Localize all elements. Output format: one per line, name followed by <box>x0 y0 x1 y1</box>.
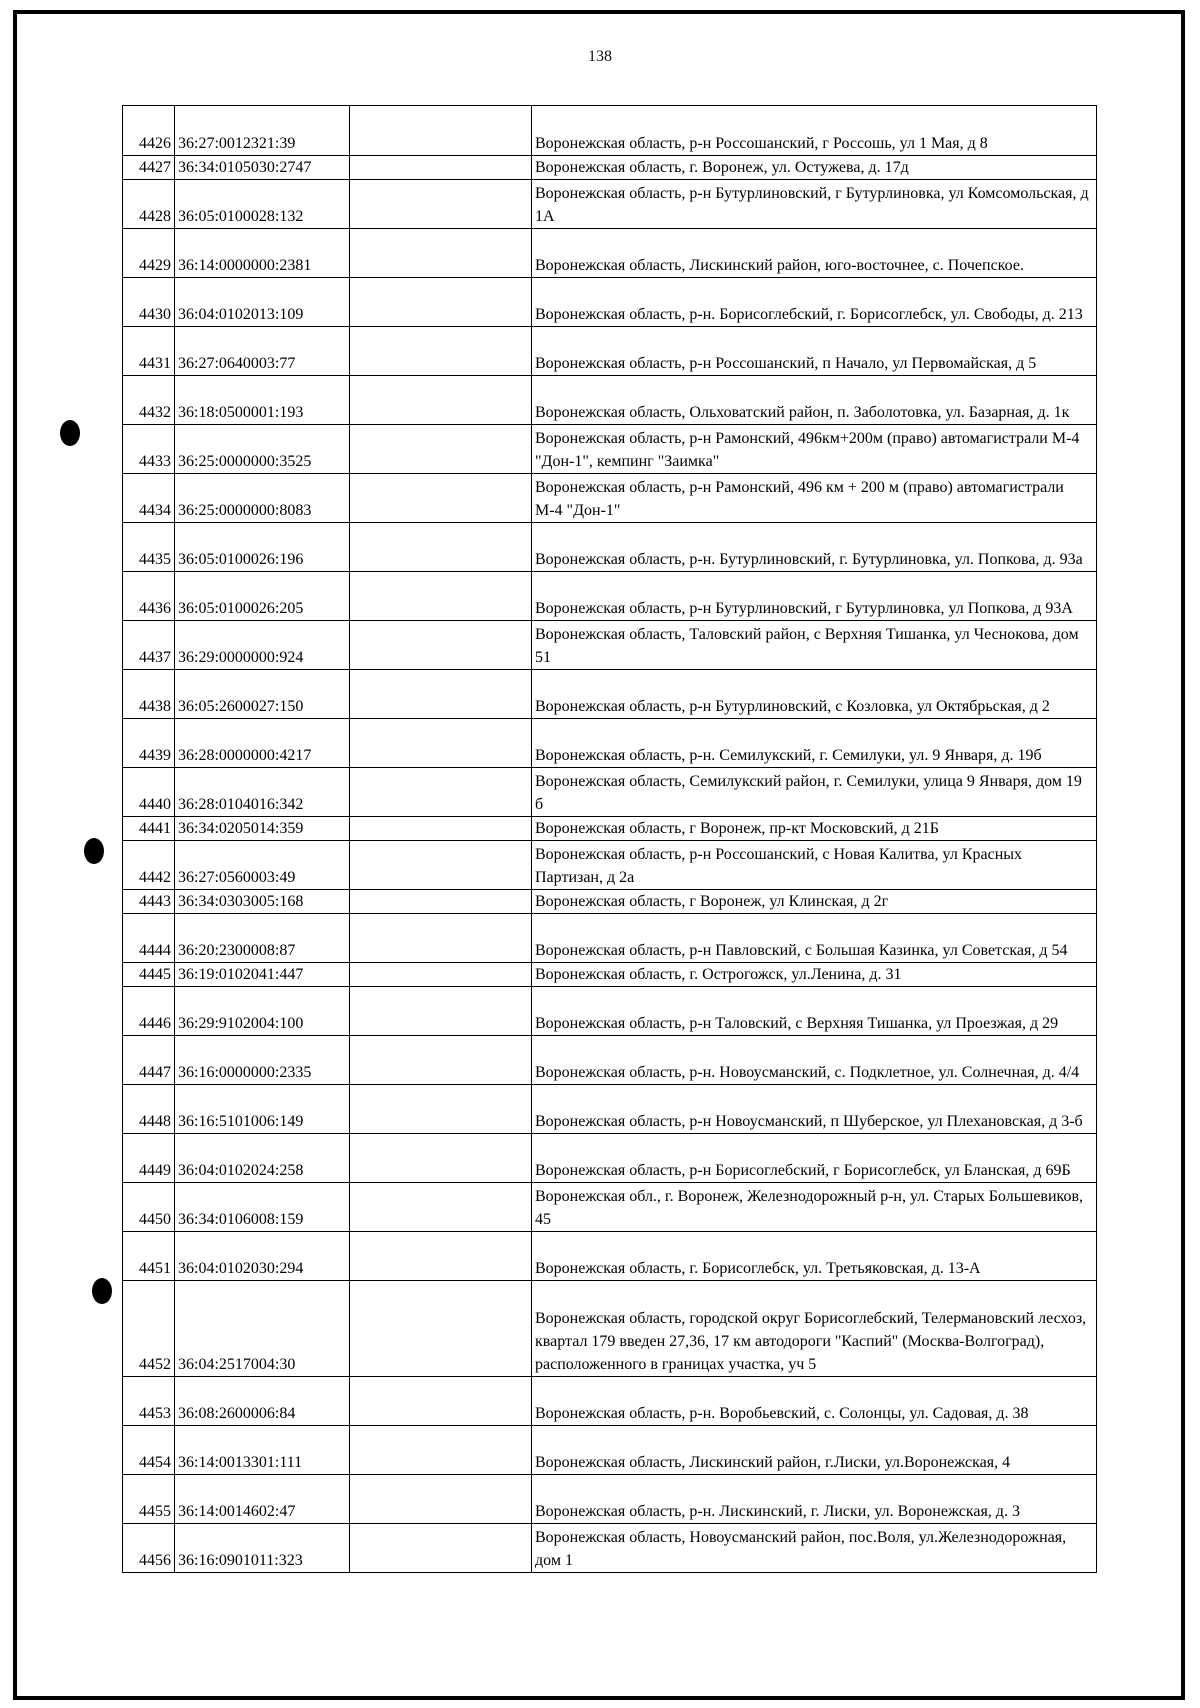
table-row <box>123 841 1097 890</box>
empty-cell <box>350 180 532 229</box>
cadastral-number: 36:04:0102030:294 <box>175 1232 350 1281</box>
punch-hole <box>60 420 80 446</box>
address: Воронежская область, р-н Бутурлиновский, г Бутурлиновка, ул Попкова, д 93А <box>532 572 1097 621</box>
row-number: 4450 <box>123 1183 175 1232</box>
address: Воронежская область, р-н. Лискинский, г. Лиски, ул. Воронежская, д. 3 <box>532 1475 1097 1524</box>
table-row <box>123 278 1097 327</box>
address: Воронежская область, р-н. Новоусманский, с. Подклетное, ул. Солнечная, д. 4/4 <box>532 1036 1097 1085</box>
cadastral-number: 36:27:0640003:77 <box>175 327 350 376</box>
address: Воронежская область, р-н Таловский, с Верхняя Тишанка, ул Проезжая, д 29 <box>532 987 1097 1036</box>
address: Воронежская область, Ольховатский район, п. Заболотовка, ул. Базарная, д. 1к <box>532 376 1097 425</box>
row-number: 4446 <box>123 987 175 1036</box>
empty-cell <box>350 572 532 621</box>
empty-cell <box>350 106 532 156</box>
address: Воронежская область, Новоусманский район, пос.Воля, ул.Железнодорожная, дом 1 <box>532 1524 1097 1573</box>
empty-cell <box>350 1134 532 1183</box>
row-number: 4453 <box>123 1377 175 1426</box>
empty-cell <box>350 1377 532 1426</box>
address: Воронежская область, Семилукский район, г. Семилуки, улица 9 Января, дом 19 б <box>532 768 1097 817</box>
row-number: 4441 <box>123 817 175 841</box>
page-number: 138 <box>588 48 612 65</box>
table-row <box>123 890 1097 914</box>
cadastral-number: 36:25:0000000:3525 <box>175 425 350 474</box>
empty-cell <box>350 670 532 719</box>
table-row <box>123 670 1097 719</box>
row-number: 4449 <box>123 1134 175 1183</box>
cadastral-number: 36:29:9102004:100 <box>175 987 350 1036</box>
row-number: 4432 <box>123 376 175 425</box>
row-number: 4426 <box>123 106 175 156</box>
empty-cell <box>350 890 532 914</box>
empty-cell <box>350 474 532 523</box>
empty-cell <box>350 1524 532 1573</box>
table-row <box>123 1134 1097 1183</box>
cadastral-number: 36:14:0013301:111 <box>175 1426 350 1475</box>
table-row <box>123 1281 1097 1377</box>
row-number: 4456 <box>123 1524 175 1573</box>
row-number: 4440 <box>123 768 175 817</box>
table-row <box>123 817 1097 841</box>
cadastral-number: 36:28:0000000:4217 <box>175 719 350 768</box>
address: Воронежская область, р-н Павловский, с Большая Казинка, ул Советская, д 54 <box>532 914 1097 963</box>
address: Воронежская область, р-н. Семилукский, г. Семилуки, ул. 9 Января, д. 19б <box>532 719 1097 768</box>
address: Воронежская область, Лискинский район, юго-восточнее, с. Почепское. <box>532 229 1097 278</box>
cadastral-number: 36:08:2600006:84 <box>175 1377 350 1426</box>
row-number: 4436 <box>123 572 175 621</box>
row-number: 4442 <box>123 841 175 890</box>
table-row <box>123 914 1097 963</box>
table-row <box>123 572 1097 621</box>
empty-cell <box>350 523 532 572</box>
table-row <box>123 1475 1097 1524</box>
address: Воронежская область, р-н Новоусманский, п Шуберское, ул Плехановская, д 3-б <box>532 1085 1097 1134</box>
row-number: 4447 <box>123 1036 175 1085</box>
cadastral-number: 36:05:0100026:205 <box>175 572 350 621</box>
table-row <box>123 474 1097 523</box>
property-registry-table <box>122 105 1097 1573</box>
cadastral-number: 36:05:2600027:150 <box>175 670 350 719</box>
row-number: 4433 <box>123 425 175 474</box>
address: Воронежская область, р-н. Борисоглебский, г. Борисоглебск, ул. Свободы, д. 213 <box>532 278 1097 327</box>
table-row <box>123 156 1097 180</box>
row-number: 4452 <box>123 1281 175 1377</box>
table-row <box>123 1036 1097 1085</box>
empty-cell <box>350 1036 532 1085</box>
cadastral-number: 36:34:0205014:359 <box>175 817 350 841</box>
address: Воронежская область, р-н. Бутурлиновский, г. Бутурлиновка, ул. Попкова, д. 93а <box>532 523 1097 572</box>
row-number: 4448 <box>123 1085 175 1134</box>
cadastral-number: 36:34:0105030:2747 <box>175 156 350 180</box>
empty-cell <box>350 963 532 987</box>
cadastral-number: 36:34:0303005:168 <box>175 890 350 914</box>
address: Воронежская область, городской округ Борисоглебский, Телермановский лесхоз, квартал 179 введен 27,36, 17 км автодороги "Каспий" (Москва-Волгоград), расположенного в границах участка, уч 5 <box>532 1281 1097 1377</box>
row-number: 4455 <box>123 1475 175 1524</box>
empty-cell <box>350 156 532 180</box>
punch-hole <box>84 838 104 864</box>
cadastral-number: 36:18:0500001:193 <box>175 376 350 425</box>
address: Воронежская область, р-н. Воробьевский, с. Солонцы, ул. Садовая, д. 38 <box>532 1377 1097 1426</box>
table-row <box>123 621 1097 670</box>
empty-cell <box>350 376 532 425</box>
empty-cell <box>350 278 532 327</box>
row-number: 4438 <box>123 670 175 719</box>
table-row <box>123 1524 1097 1573</box>
address: Воронежская область, р-н Россошанский, г Россошь, ул 1 Мая, д 8 <box>532 106 1097 156</box>
table-row <box>123 229 1097 278</box>
table-row <box>123 376 1097 425</box>
empty-cell <box>350 1183 532 1232</box>
address: Воронежская область, г. Борисоглебск, ул. Третьяковская, д. 13-А <box>532 1232 1097 1281</box>
address: Воронежская область, г Воронеж, ул Клинская, д 2г <box>532 890 1097 914</box>
empty-cell <box>350 1085 532 1134</box>
row-number: 4443 <box>123 890 175 914</box>
empty-cell <box>350 229 532 278</box>
address: Воронежская область, р-н Бутурлиновский, с Козловка, ул Октябрьская, д 2 <box>532 670 1097 719</box>
row-number: 4454 <box>123 1426 175 1475</box>
table-row <box>123 523 1097 572</box>
cadastral-number: 36:04:2517004:30 <box>175 1281 350 1377</box>
empty-cell <box>350 1426 532 1475</box>
table-row <box>123 1426 1097 1475</box>
cadastral-number: 36:16:0000000:2335 <box>175 1036 350 1085</box>
row-number: 4437 <box>123 621 175 670</box>
table-row <box>123 1377 1097 1426</box>
address: Воронежская обл., г. Воронеж, Железнодорожный р-н, ул. Старых Большевиков, 45 <box>532 1183 1097 1232</box>
address: Воронежская область, р-н Борисоглебский, г Борисоглебск, ул Бланская, д 69Б <box>532 1134 1097 1183</box>
empty-cell <box>350 719 532 768</box>
table-row <box>123 768 1097 817</box>
cadastral-number: 36:05:0100026:196 <box>175 523 350 572</box>
row-number: 4429 <box>123 229 175 278</box>
address: Воронежская область, г. Воронеж, ул. Остужева, д. 17д <box>532 156 1097 180</box>
row-number: 4451 <box>123 1232 175 1281</box>
table-row <box>123 1183 1097 1232</box>
row-number: 4430 <box>123 278 175 327</box>
row-number: 4435 <box>123 523 175 572</box>
address: Воронежская область, р-н Россошанский, п Начало, ул Первомайская, д 5 <box>532 327 1097 376</box>
address: Воронежская область, г. Острогожск, ул.Ленина, д. 31 <box>532 963 1097 987</box>
empty-cell <box>350 1281 532 1377</box>
cadastral-number: 36:25:0000000:8083 <box>175 474 350 523</box>
table-row <box>123 1232 1097 1281</box>
cadastral-number: 36:14:0000000:2381 <box>175 229 350 278</box>
empty-cell <box>350 327 532 376</box>
cadastral-number: 36:04:0102024:258 <box>175 1134 350 1183</box>
empty-cell <box>350 621 532 670</box>
cadastral-number: 36:29:0000000:924 <box>175 621 350 670</box>
row-number: 4431 <box>123 327 175 376</box>
address: Воронежская область, р-н Россошанский, с Новая Калитва, ул Красных Партизан, д 2а <box>532 841 1097 890</box>
table-row <box>123 425 1097 474</box>
cadastral-number: 36:34:0106008:159 <box>175 1183 350 1232</box>
address: Воронежская область, г Воронеж, пр-кт Московский, д 21Б <box>532 817 1097 841</box>
table-row <box>123 963 1097 987</box>
cadastral-number: 36:14:0014602:47 <box>175 1475 350 1524</box>
punch-hole <box>92 1278 112 1304</box>
table-row <box>123 1085 1097 1134</box>
cadastral-number: 36:19:0102041:447 <box>175 963 350 987</box>
cadastral-number: 36:16:0901011:323 <box>175 1524 350 1573</box>
table-row <box>123 719 1097 768</box>
row-number: 4427 <box>123 156 175 180</box>
empty-cell <box>350 914 532 963</box>
empty-cell <box>350 1232 532 1281</box>
cadastral-number: 36:27:0560003:49 <box>175 841 350 890</box>
empty-cell <box>350 425 532 474</box>
cadastral-number: 36:27:0012321:39 <box>175 106 350 156</box>
cadastral-number: 36:20:2300008:87 <box>175 914 350 963</box>
row-number: 4439 <box>123 719 175 768</box>
empty-cell <box>350 841 532 890</box>
address: Воронежская область, Лискинский район, г.Лиски, ул.Воронежская, 4 <box>532 1426 1097 1475</box>
address: Воронежская область, р-н Рамонский, 496км+200м (право) автомагистрали М-4 "Дон-1", кемпинг "Заимка" <box>532 425 1097 474</box>
empty-cell <box>350 817 532 841</box>
cadastral-number: 36:05:0100028:132 <box>175 180 350 229</box>
cadastral-number: 36:04:0102013:109 <box>175 278 350 327</box>
row-number: 4428 <box>123 180 175 229</box>
address: Воронежская область, р-н Рамонский, 496 км + 200 м (право) автомагистрали М-4 "Дон-1" <box>532 474 1097 523</box>
empty-cell <box>350 987 532 1036</box>
row-number: 4434 <box>123 474 175 523</box>
empty-cell <box>350 1475 532 1524</box>
address: Воронежская область, р-н Бутурлиновский, г Бутурлиновка, ул Комсомольская, д 1А <box>532 180 1097 229</box>
address: Воронежская область, Таловский район, с Верхняя Тишанка, ул Чеснокова, дом 51 <box>532 621 1097 670</box>
row-number: 4444 <box>123 914 175 963</box>
empty-cell <box>350 768 532 817</box>
cadastral-number: 36:28:0104016:342 <box>175 768 350 817</box>
table-row <box>123 987 1097 1036</box>
table-row <box>123 327 1097 376</box>
cadastral-number: 36:16:5101006:149 <box>175 1085 350 1134</box>
table-row <box>123 180 1097 229</box>
table-row <box>123 106 1097 156</box>
row-number: 4445 <box>123 963 175 987</box>
